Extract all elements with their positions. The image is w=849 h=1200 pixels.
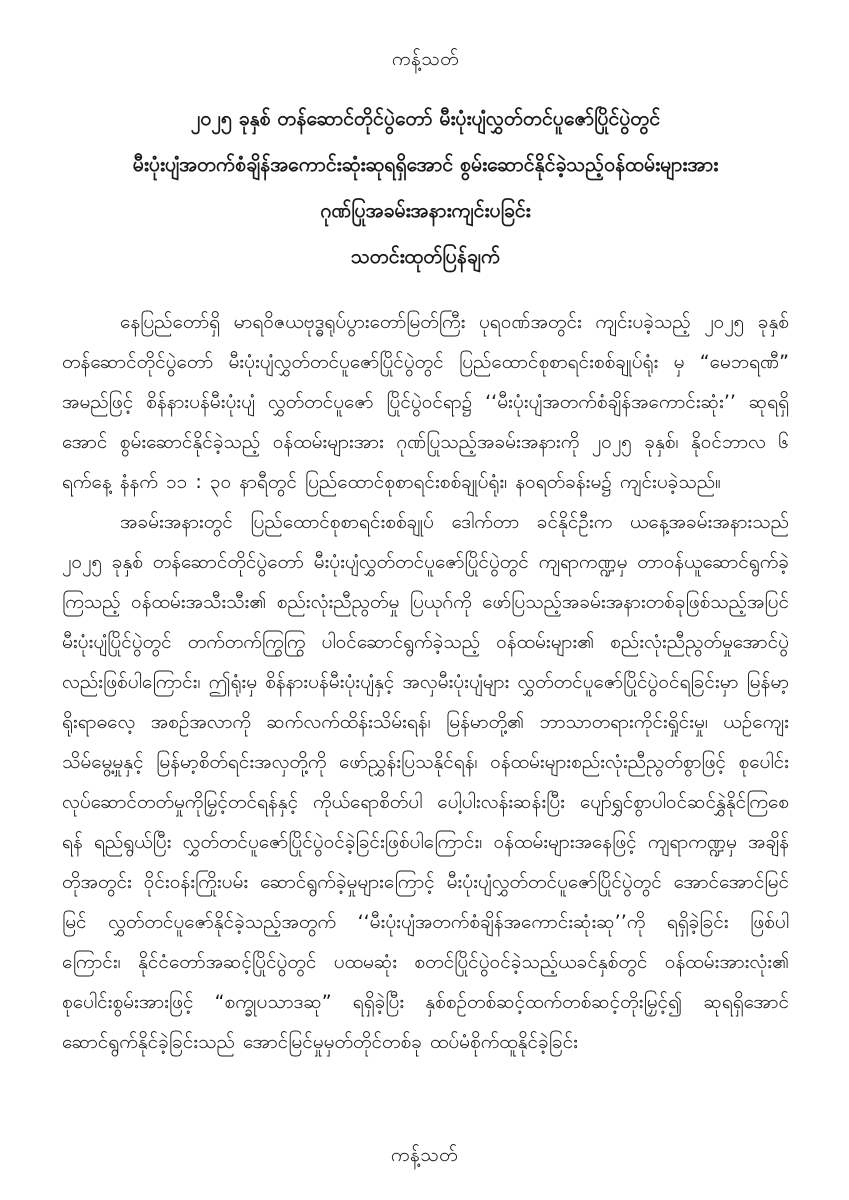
title-line-3: ဂုဏ်ပြုအခမ်းအနားကျင်းပခြင်း — [320, 199, 531, 222]
document-body — [62, 302, 789, 1062]
classification-header: ကန့်သတ် — [391, 48, 460, 70]
title-line-1: ၂၀၂၅ ခုနှစ် တန်ဆောင်တိုင်ပွဲတော် မီးပုံးပျံလွှတ်တင်ပူဇော်ပြိုင်ပွဲတွင် — [190, 107, 661, 130]
title-line-4: သတင်းထုတ်ပြန်ချက် — [350, 245, 501, 268]
paragraph-2: အခမ်းအနားတွင် ပြည်ထောင်စုစာရင်းစစ်ချုပ် ဒေါက်တာ ခင်နိုင်ဦးက ယနေ့အခမ်းအနားသည် ၂၀၂၅ ခုနှစ် တန်ဆောင်တိုင်ပွဲတော် မီးပုံးပျံလွှတ်တင်ပူဇော်ပြိုင်ပွဲတွင် ကျရာကဏ္ဍမှ တာဝန်ယူဆောင်ရွက်ခဲ့ကြသည့် ဝန်ထမ်းအသီးသီး၏ စည်းလုံးညီညွတ်မှု ပြယုဂ်ကို ဖော်ပြသည့်အခမ်းအနားတစ်ခုဖြစ်သည့်အပြင် မီးပုံးပျံပြိုင်ပွဲတွင် တက်တက်ကြွကြွ ပါဝင်ဆောင်ရွက်ခဲ့သည့် ဝန်ထမ်းများ၏ စည်းလုံးညီညွတ်မှုအောင်ပွဲလည်းဖြစ်ပါကြောင်း၊ ဤရုံးမှ စိန်နားပန်မီးပုံးပျံနှင့် အလှမီးပုံးပျံများ လွှတ်တင်ပူဇော်ပြိုင်ပွဲဝင်ရခြင်းမှာ မြန်မာ့ရိုးရာဓလေ့ အစဉ်အလာကို ဆက်လက်ထိန်းသိမ်းရန်၊ မြန်မာတို့၏ ဘာသာတရားကိုင်းရှိုင်းမှု၊ ယဉ်ကျေးသိမ်မွေ့မှုနှင့် မြန်မာ့စိတ်ရင်းအလှတို့ကို ဖော်ညွှန်းပြသနိုင်ရန်၊ ဝန်ထမ်းများစည်းလုံးညီညွတ်စွာဖြင့် စုပေါင်းလုပ်ဆောင်တတ်မှုကိုမြှင့်တင်ရန်နှင့် ကိုယ်ရောစိတ်ပါ ပေါ့ပါးလန်းဆန်းပြီး ပျော်ရွှင်စွာပါဝင်ဆင်နွှဲနိုင်ကြစေရန် ရည်ရွယ်ပြီး လွှတ်တင်ပူဇော်ပြိုင်ပွဲဝင်ခဲ့ခြင်းဖြစ်ပါကြောင်း၊ ဝန်ထမ်းများအနေဖြင့် ကျရာကဏ္ဍမှ အချိန်တိုအတွင်း ဝိုင်းဝန်းကြိုးပမ်း ဆောင်ရွက်ခဲ့မှုများကြောင့် မီးပုံးပျံလွှတ်တင်ပူဇော်ပြိုင်ပွဲတွင် အောင်အောင်မြင်မြင် လွှတ်တင်ပူဇော်နိုင်ခဲ့သည့်အတွက် ‘‘မီးပုံးပျံအတက်စံချိန်အကောင်းဆုံးဆု’’ကို ရရှိခဲ့ခြင်း ဖြစ်ပါကြောင်း၊ နိုင်ငံတော်အဆင့်ပြိုင်ပွဲတွင် ပထမဆုံး စတင်ပြိုင်ပွဲဝင်ခဲ့သည့်ယခင်နှစ်တွင် ဝန်ထမ်းအားလုံး၏ စုပေါင်းစွမ်းအားဖြင့် “စက္ခုပသာဒဆု” ရရှိခဲ့ပြီး နှစ်စဉ်တစ်ဆင့်ထက်တစ်ဆင့်တိုးမြှင့်၍ ဆုရရှိအောင်ဆောင်ရွက်နိုင်ခဲ့ခြင်းသည် အောင်မြင်မှုမှတ်တိုင်တစ်ခု ထပ်မံစိုက်ထူနိုင်ခဲ့ခြင်း — [62, 511, 789, 1053]
classification-footer: ကန့်သတ် — [390, 1144, 459, 1166]
paragraph-1: နေပြည်တော်ရှိ မာရဝိဇယဗုဒ္ဓရုပ်ပွားတော်မြတ်ကြီး ပုရဝဏ်အတွင်း ကျင်းပခဲ့သည့် ၂၀၂၅ ခုနှစ် တန်ဆောင်တိုင်ပွဲတော် မီးပုံးပျံလွှတ်တင်ပူဇော်ပြိုင်ပွဲတွင် ပြည်ထောင်စုစာရင်းစစ်ချုပ်ရုံး မှ “မေဘရဏီ” အမည်ဖြင့် စိန်နားပန်မီးပုံးပျံ လွှတ်တင်ပူဇော် ပြိုင်ပွဲဝင်ရာ၌ ‘‘မီးပုံးပျံအတက်စံချိန်အကောင်းဆုံး’’ ဆုရရှိအောင် စွမ်းဆောင်နိုင်ခဲ့သည့် ဝန်ထမ်းများအား ဂုဏ်ပြုသည့်အခမ်းအနားကို ၂၀၂၅ ခုနှစ်၊ နိုဝင်ဘာလ ၆ ရက်နေ့ နံနက် ၁၁ : ၃၀ နာရီတွင် ပြည်ထောင်စုစာရင်းစစ်ချုပ်ရုံး၊ နဝရတ်ခန်းမ၌ ကျင်းပခဲ့သည်။ — [62, 311, 789, 493]
title-line-2: မီးပုံးပျံအတက်စံချိန်အကောင်းဆုံးဆုရရှိအောင် စွမ်းဆောင်နိုင်ခဲ့သည့်ဝန်ထမ်းများအား — [132, 153, 719, 176]
document-title — [62, 96, 789, 280]
